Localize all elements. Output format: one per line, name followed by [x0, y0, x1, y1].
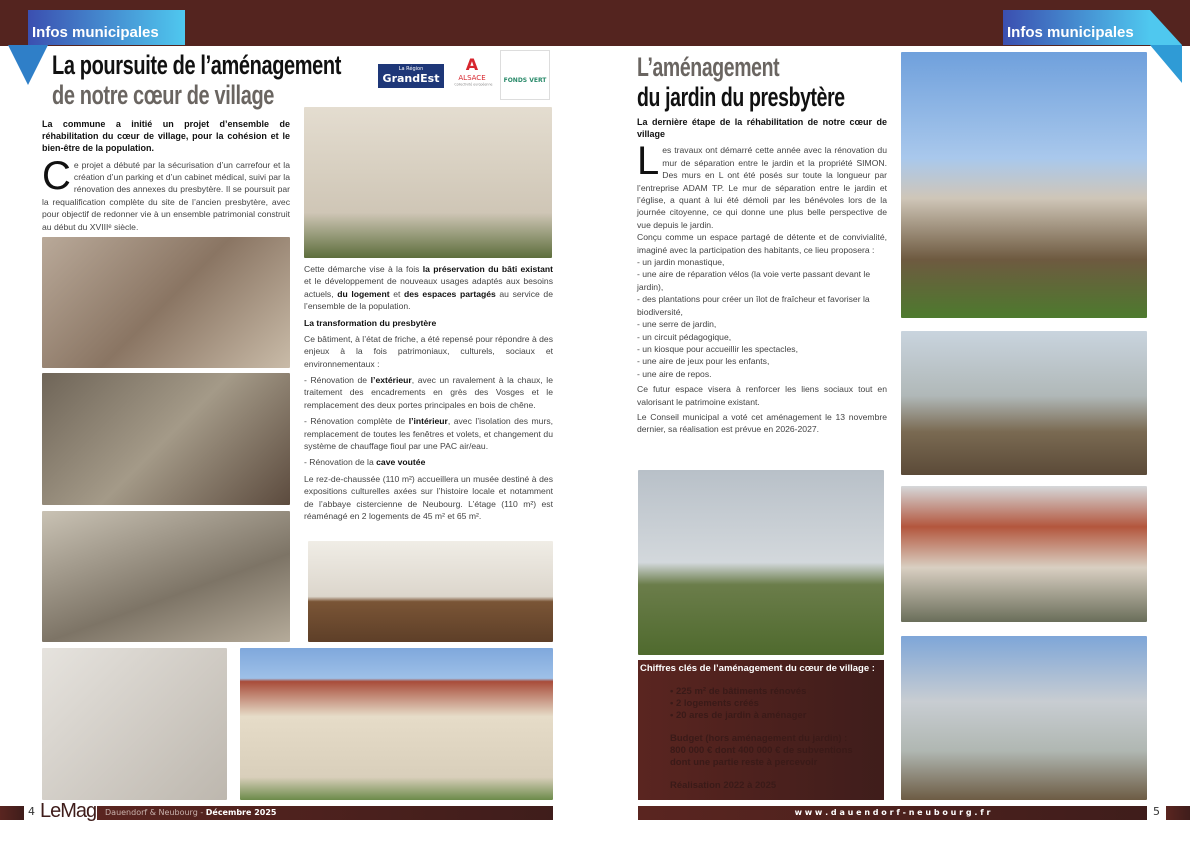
fonds-vert-logo [500, 50, 550, 100]
paragraph: Le Conseil municipal a voté cet aménagement le 13 novembre dernier, sa réalisation est prévue en 2026-2027. [637, 411, 887, 435]
paragraph: Cette démarche vise à la fois la préservation du bâti existant et le développement de nouveaux usages adaptés aux besoins actuels, du logement et des espaces partagés au service de l’ensemble de la population. [304, 264, 553, 312]
realisation-period: Réalisation 2022 à 2025 [670, 780, 777, 791]
paragraph: Ce bâtiment, à l’état de friche, a été repensé pour répondre à des enjeux à la fois patrimoniaux, culturels, sociaux et environnementaux : [304, 333, 553, 369]
publication-name: Dauendorf & Neubourg - [105, 808, 206, 817]
amenities-list [637, 256, 887, 380]
paragraph: Le rez-de-chaussée (110 m²) accueillera un musée destiné à des expositions culturelles axées sur l’histoire locale et notamment de l’abbaye cistercienne de Neubourg. L’étage (110 m²) est réaménagé en 2 logements de 45 m² et 65 m². [304, 473, 553, 522]
section-tab-left [28, 10, 185, 45]
bullet-interior: - Rénovation complète de l’intérieur, avec l’isolation des murs, remplacement de toutes les fenêtres et volets, et changement du système de chauffage fioul par une PAC air/eau. [304, 416, 553, 452]
list-item: - une aire de repos. [637, 368, 712, 379]
list-item: - une aire de réparation vélos (la voie verte passant devant le jardin), [637, 269, 871, 292]
paragraph: es travaux ont démarré cette année avec la rénovation du mur de séparation entre le jardin et la propriété SIMON. Des murs en L ont été posés sur toute la longueur par l’entreprise ADAM TP. Le mur de séparation entre le jardin et l’église, a quant à lui été démoli par les bénévoles lors de la journée citoyenne, ce qui donne une plus belle perspective de vue depuis le jardin. [637, 145, 887, 230]
drop-cap: L [637, 139, 660, 184]
title-line-1: L’aménagement [637, 52, 780, 82]
logo-text: GrandEst [382, 72, 440, 85]
tab-arrow-decoration [8, 45, 48, 85]
grand-est-logo [378, 64, 444, 88]
title-line-2: du jardin du presbytère [637, 82, 845, 112]
page-number-right: 5 [1153, 805, 1160, 818]
section-label: Infos municipales [1007, 24, 1134, 41]
photo-interior-demolition [42, 237, 290, 368]
list-item: - des plantations pour créer un îlot de fraîcheur et favoriser la biodiversité, [637, 294, 870, 317]
page-number-left: 4 [28, 805, 35, 818]
drop-cap: C [42, 153, 71, 198]
paragraph: e projet a débuté par la sécurisation d’un carrefour et la création d’un parking et d’un cabinet médical, suivi par la rénovation des annexes du presbytère. Il se poursuit par la requalification complète du site de l’ancien presbytère, avec pour objectif de redonner vie à un ensemble patrimonial construit au début du XVIIIᵉ siècle. [42, 159, 290, 232]
intro-text: La dernière étape de la réhabilitation de notre cœur de village [637, 117, 887, 140]
list-item: - un circuit pédagogique, [637, 331, 732, 342]
photo-greenhouse [901, 636, 1147, 800]
photo-garden-site [638, 470, 884, 655]
website-url[interactable]: w w w . d a u e n d o r f - n e u b o u r g . f r [794, 808, 991, 817]
key-figure: • 2 logements créés [670, 698, 759, 709]
paragraph: Ce futur espace visera à renforcer les liens sociaux tout en valorisant le patrimoine existant. [637, 384, 887, 407]
key-figures-list [640, 686, 884, 792]
key-figure: • 225 m² de bâtiments rénovés [670, 686, 807, 697]
photo-church-portal [901, 486, 1147, 622]
page-title-left [52, 50, 341, 110]
photo-renovated-presbytery [240, 648, 553, 800]
tab-arrow-decoration [1150, 10, 1182, 45]
logo-text: ALSACE [458, 74, 486, 82]
key-figure: • 20 ares de jardin à aménager [670, 710, 807, 721]
photo-floor-works [42, 511, 290, 642]
issue-date: Décembre 2025 [205, 808, 277, 817]
tab-arrow-decoration [1150, 45, 1182, 83]
title-line-1: La poursuite de l’aménagement [52, 50, 342, 80]
photo-church [901, 52, 1147, 318]
footer-bar-left [97, 806, 553, 820]
photo-excavator [901, 331, 1147, 475]
paragraph: Conçu comme un espace partagé de détente et de convivialité, imaginé avec la participation des habitants, ce lieu proposera : [637, 232, 887, 255]
lemag-logo: LeMag [40, 800, 97, 822]
logo-text: FONDS VERT [503, 77, 547, 84]
photo-cellar-works [42, 373, 290, 505]
footer-bar-right [638, 806, 1147, 820]
section-label: Infos municipales [32, 24, 159, 41]
budget-line: Budget (hors aménagement du jardin) : [670, 733, 848, 744]
bullet-cellar: - Rénovation de la cave voutée [304, 457, 426, 468]
key-figures-title: Chiffres clés de l’aménagement du cœur de village : [640, 663, 875, 674]
budget-line: 800 000 € dont 400 000 € de subventions [670, 745, 853, 756]
key-figures-box [638, 660, 884, 800]
photo-painting-ceiling [42, 648, 227, 800]
photo-new-kitchen [308, 541, 553, 642]
list-item: - une aire de jeux pour les enfants, [637, 356, 770, 367]
budget-line: dont une partie reste à percevoir [670, 757, 818, 768]
list-item: - un kiosque pour accueillir les spectacles, [637, 343, 798, 354]
section-tab-right [1003, 10, 1150, 45]
photo-facade-works [304, 107, 552, 258]
logo-text: Collectivité européenne [454, 82, 493, 87]
list-item: - une serre de jardin, [637, 319, 717, 330]
subheading: La transformation du presbytère [304, 317, 437, 328]
intro-text: La commune a initié un projet d’ensemble de réhabilitation du cœur de village, pour la cohésion et le bien-être de la population. [42, 119, 290, 154]
page-title-right [637, 52, 845, 112]
title-line-2: de notre cœur de village [52, 80, 275, 110]
footer-bar-left-edge [0, 806, 24, 820]
list-item: - un jardin monastique, [637, 257, 725, 268]
alsace-logo: A ALSACE Collectivité européenne [450, 56, 494, 100]
middle-column-text [304, 263, 553, 527]
logo-text: La Région [398, 66, 424, 72]
bullet-exterior: - Rénovation de l’extérieur, avec un ravalement à la chaux, le traitement des encadrements en grès des Vosges et le remplacement des deux portes principales en bois de chêne. [304, 375, 553, 410]
left-column-text [42, 118, 290, 237]
footer-bar-right-edge [1166, 806, 1190, 820]
right-column-text [637, 116, 887, 436]
